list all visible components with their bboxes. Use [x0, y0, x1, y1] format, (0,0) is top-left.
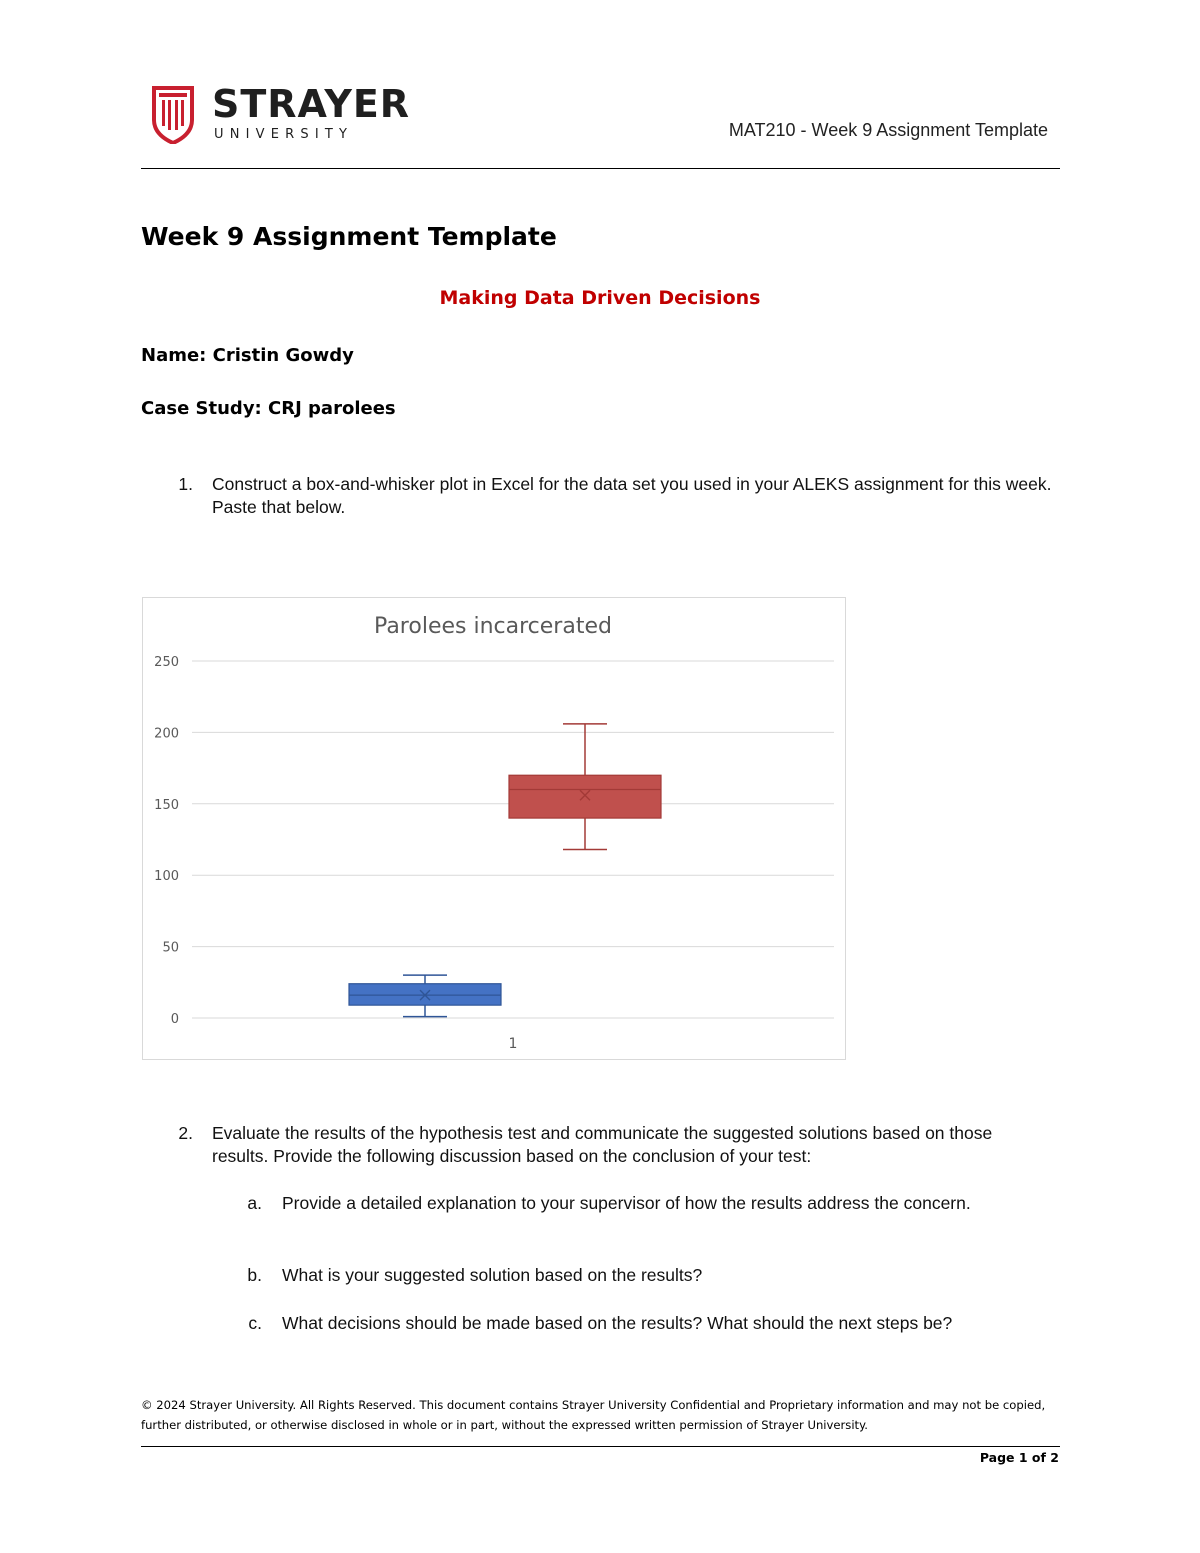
page-number: Page 1 of 2	[979, 1450, 1059, 1465]
header-doc-label: MAT210 - Week 9 Assignment Template	[728, 120, 1048, 140]
logo-subtitle: UNIVERSITY	[214, 127, 354, 142]
question-number: 2.	[178, 1123, 193, 1143]
question-text: Construct a box-and-whisker plot in Excel for the data set you used in your ALEKS assignment for this week. Paste that below.	[212, 474, 1052, 517]
x-tick-label: 1	[508, 1036, 518, 1052]
subquestion-letter: c.	[248, 1313, 262, 1333]
box-series	[349, 975, 501, 1016]
logo-wordmark: STRAYER	[212, 82, 411, 126]
chart-title: Parolees incarcerated	[374, 614, 612, 639]
subquestion-letter: b.	[247, 1265, 262, 1285]
box-plot-chart	[142, 597, 846, 1060]
y-tick-label: 0	[170, 1012, 179, 1027]
document-subtitle: Making Data Driven Decisions	[439, 287, 761, 309]
y-tick-label: 200	[154, 726, 179, 742]
y-tick-label: 100	[154, 869, 179, 885]
chart-canvas	[143, 598, 847, 1061]
interquartile-box	[509, 775, 661, 818]
box-series	[509, 724, 661, 850]
case-study: Case Study: CRJ parolees	[141, 398, 396, 419]
student-name: Name: Cristin Gowdy	[141, 345, 354, 366]
subquestion-text: Provide a detailed explanation to your supervisor of how the results address the concern.	[282, 1193, 971, 1213]
question-number: 1.	[178, 474, 193, 494]
copyright-notice: © 2024 Strayer University. All Rights Reserved. This document contains Strayer University Confidential and Proprietary information and may not be copied, further distributed, or otherwise disclosed in whole or in part, without the expressed written permission of Strayer University.	[141, 1398, 1046, 1432]
y-tick-label: 50	[162, 940, 179, 956]
header-divider	[141, 168, 1060, 169]
y-tick-label: 150	[154, 797, 179, 813]
subquestion-letter: a.	[247, 1193, 262, 1213]
y-tick-label: 250	[154, 655, 179, 670]
strayer-logo-icon	[150, 86, 196, 144]
question-text: Evaluate the results of the hypothesis test and communicate the suggested solutions based on those results. Provide the following discussion based on the conclusion of your test:	[212, 1123, 993, 1166]
document-title: Week 9 Assignment Template	[141, 222, 557, 251]
subquestion-text: What is your suggested solution based on the results?	[282, 1265, 703, 1285]
subquestion-text: What decisions should be made based on the results? What should the next steps be?	[282, 1313, 953, 1333]
footer-divider	[141, 1446, 1060, 1447]
